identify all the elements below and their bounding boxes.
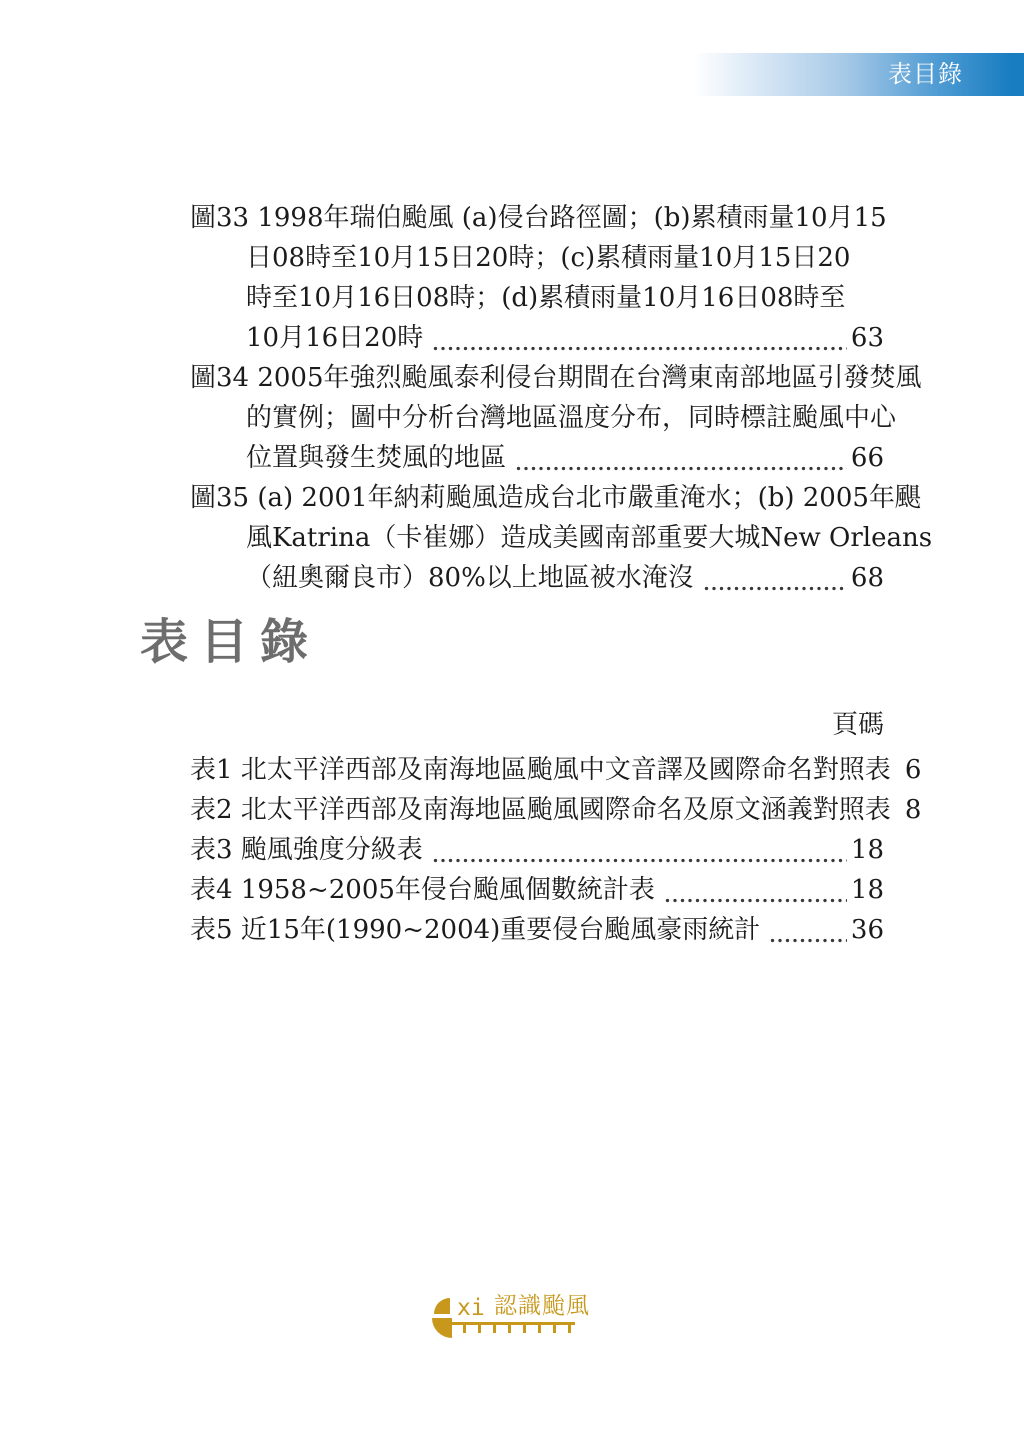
table-toc-list [190,750,922,950]
toc-line-text: 表4 1958~2005年侵台颱風個數統計表 [190,875,655,905]
ruler-line [448,1322,575,1336]
dot-leader [704,558,847,598]
page-number: 8 [904,795,922,825]
figure-toc-list [190,198,933,598]
toc-line [190,318,884,358]
dot-leader [433,318,847,358]
toc-line-text: 位置與發生焚風的地區 [246,443,507,473]
toc-line: 時至10月16日08時；(d)累積雨量10月16日08時至 [246,283,846,313]
page-number: 68 [850,563,884,593]
page-column-label: 頁碼 [831,710,884,740]
table-entry [190,750,922,790]
toc-line [190,438,884,478]
page-number: 18 [850,835,884,865]
footer-logo [428,1292,603,1346]
toc-line: 日08時至10月15日20時；(c)累積雨量10月15日20 [246,243,851,273]
footer-page-number: xi [457,1295,485,1321]
dot-leader [665,870,847,910]
toc-line-text: 表5 近15年(1990~2004)重要侵台颱風豪雨統計 [190,915,761,945]
toc-line-text: （紐奧爾良市）80%以上地區被水淹沒 [246,563,694,593]
toc-line: 圖34 2005年強烈颱風泰利侵台期間在台灣東南部地區引發焚風 [190,363,922,393]
running-header-bar [694,53,1024,96]
section-heading: 表目錄 [140,614,321,670]
toc-line: 圖35 (a) 2001年納莉颱風造成台北市嚴重淹水；(b) 2005年颶 [190,483,921,513]
page-number: 18 [850,875,884,905]
footer-book-title: 認識颱風 [494,1293,590,1319]
toc-line: 風Katrina（卡崔娜）造成美國南部重要大城New Orleans [246,523,933,553]
dot-leader [433,830,847,870]
figure-entry [190,198,887,358]
toc-line: 的實例；圖中分析台灣地區溫度分布，同時標註颱風中心 [246,403,897,433]
figure-entry [190,358,922,478]
page-number: 63 [850,323,884,353]
toc-line-text: 10月16日20時 [246,323,424,353]
dot-leader [770,910,847,950]
table-entry [190,830,884,870]
figure-entry [190,478,933,598]
running-header-title: 表目錄 [888,60,963,88]
toc-line [190,558,884,598]
table-entry [190,910,884,950]
toc-line-text: 表3 颱風強度分級表 [190,835,423,865]
page-number: 66 [850,443,884,473]
toc-line-text: 表2 北太平洋西部及南海地區颱風國際命名及原文涵義對照表 [190,795,891,825]
page-number: 36 [850,915,884,945]
toc-line: 圖33 1998年瑞伯颱風 (a)侵台路徑圖；(b)累積雨量10月15 [190,203,887,233]
page-number: 6 [904,755,922,785]
dot-leader [516,438,847,478]
table-entry [190,790,922,830]
toc-line-text: 表1 北太平洋西部及南海地區颱風中文音譯及國際命名對照表 [190,755,891,785]
table-entry [190,870,884,910]
